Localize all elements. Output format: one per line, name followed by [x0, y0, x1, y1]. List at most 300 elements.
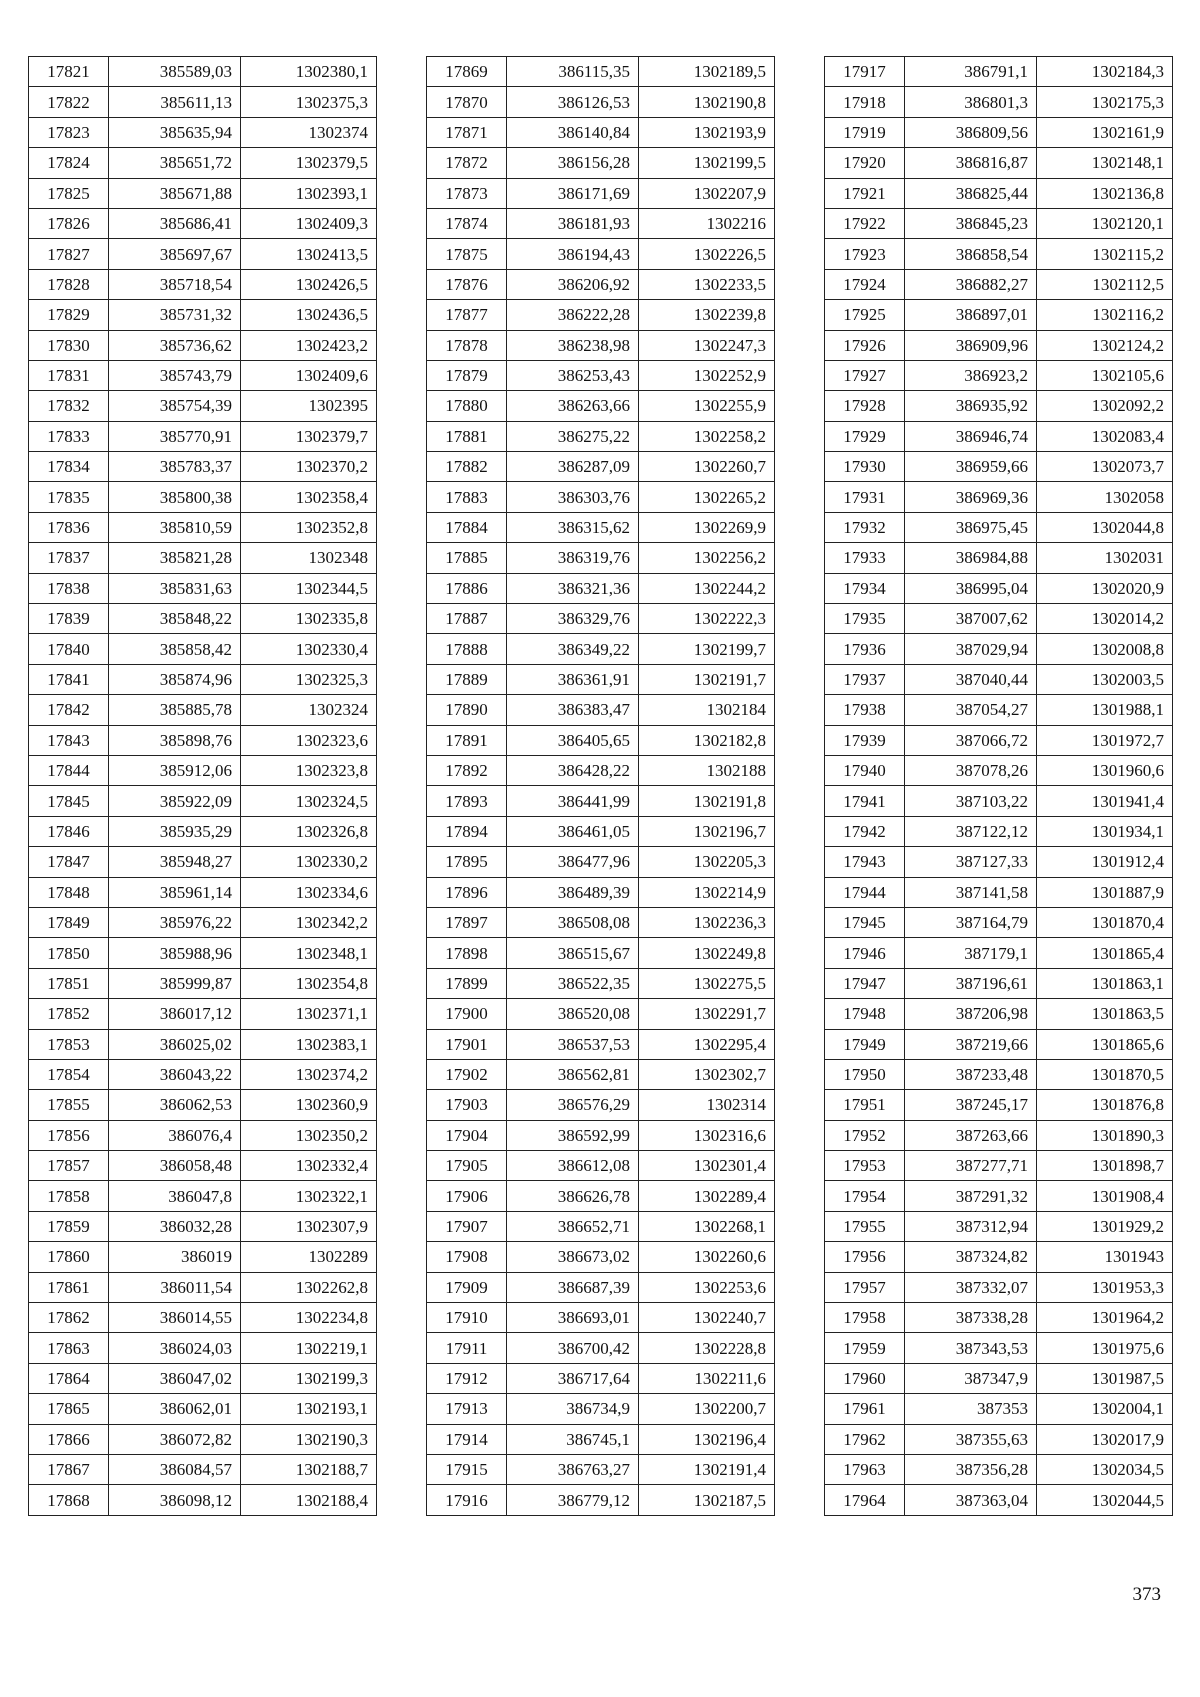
x-coordinate-cell: 387332,07 — [905, 1272, 1037, 1302]
table-row — [427, 1242, 775, 1272]
x-coordinate-cell: 386734,9 — [507, 1394, 639, 1424]
table-row — [825, 604, 1173, 634]
table-row — [825, 391, 1173, 421]
x-coordinate-cell: 386062,53 — [109, 1090, 241, 1120]
table-row — [29, 117, 377, 147]
table-row — [29, 1029, 377, 1059]
table-row — [29, 1272, 377, 1302]
table-row — [825, 1029, 1173, 1059]
x-coordinate-cell: 386263,66 — [507, 391, 639, 421]
x-coordinate-cell: 387363,04 — [905, 1485, 1037, 1515]
point-id-cell: 17910 — [427, 1303, 507, 1333]
point-id-cell: 17867 — [29, 1454, 109, 1484]
table-row — [29, 482, 377, 512]
y-coordinate-cell: 1302316,6 — [639, 1120, 775, 1150]
point-id-cell: 17881 — [427, 421, 507, 451]
x-coordinate-cell: 386508,08 — [507, 907, 639, 937]
table-row — [825, 269, 1173, 299]
table-row — [29, 1363, 377, 1393]
y-coordinate-cell: 1302323,8 — [241, 755, 377, 785]
y-coordinate-cell: 1302020,9 — [1037, 573, 1173, 603]
y-coordinate-cell: 1302233,5 — [639, 269, 775, 299]
table-row — [825, 1394, 1173, 1424]
point-id-cell: 17839 — [29, 604, 109, 634]
table-row — [427, 421, 775, 451]
y-coordinate-cell: 1302003,5 — [1037, 664, 1173, 694]
x-coordinate-cell: 386909,96 — [905, 330, 1037, 360]
point-id-cell: 17866 — [29, 1424, 109, 1454]
y-coordinate-cell: 1302004,1 — [1037, 1394, 1173, 1424]
y-coordinate-cell: 1302031 — [1037, 543, 1173, 573]
point-id-cell: 17941 — [825, 786, 905, 816]
y-coordinate-cell: 1301929,2 — [1037, 1211, 1173, 1241]
x-coordinate-cell: 386562,81 — [507, 1059, 639, 1089]
point-id-cell: 17821 — [29, 57, 109, 87]
table-row — [825, 208, 1173, 238]
y-coordinate-cell: 1302199,5 — [639, 148, 775, 178]
y-coordinate-cell: 1302239,8 — [639, 300, 775, 330]
table-row — [427, 1333, 775, 1363]
point-id-cell: 17950 — [825, 1059, 905, 1089]
y-coordinate-cell: 1301865,4 — [1037, 938, 1173, 968]
point-id-cell: 17858 — [29, 1181, 109, 1211]
y-coordinate-cell: 1302175,3 — [1037, 87, 1173, 117]
y-coordinate-cell: 1302120,1 — [1037, 208, 1173, 238]
point-id-cell: 17954 — [825, 1181, 905, 1211]
x-coordinate-cell: 385754,39 — [109, 391, 241, 421]
x-coordinate-cell: 386156,28 — [507, 148, 639, 178]
y-coordinate-cell: 1302375,3 — [241, 87, 377, 117]
point-id-cell: 17864 — [29, 1363, 109, 1393]
point-id-cell: 17838 — [29, 573, 109, 603]
x-coordinate-cell: 385800,38 — [109, 482, 241, 512]
point-id-cell: 17835 — [29, 482, 109, 512]
x-coordinate-cell: 387078,26 — [905, 755, 1037, 785]
point-id-cell: 17914 — [427, 1424, 507, 1454]
table-row — [825, 239, 1173, 269]
table-row — [825, 1090, 1173, 1120]
table-row — [29, 725, 377, 755]
table-row — [29, 300, 377, 330]
x-coordinate-cell: 386923,2 — [905, 360, 1037, 390]
x-coordinate-cell: 385743,79 — [109, 360, 241, 390]
x-coordinate-cell: 385821,28 — [109, 543, 241, 573]
y-coordinate-cell: 1302073,7 — [1037, 452, 1173, 482]
y-coordinate-cell: 1301912,4 — [1037, 847, 1173, 877]
y-coordinate-cell: 1302199,7 — [639, 634, 775, 664]
table-row — [825, 300, 1173, 330]
x-coordinate-cell: 386126,53 — [507, 87, 639, 117]
table-row — [427, 269, 775, 299]
table-row — [427, 755, 775, 785]
point-id-cell: 17963 — [825, 1454, 905, 1484]
table-row — [825, 360, 1173, 390]
x-coordinate-cell: 386361,91 — [507, 664, 639, 694]
y-coordinate-cell: 1302326,8 — [241, 816, 377, 846]
point-id-cell: 17955 — [825, 1211, 905, 1241]
x-coordinate-cell: 385898,76 — [109, 725, 241, 755]
x-coordinate-cell: 385874,96 — [109, 664, 241, 694]
point-id-cell: 17849 — [29, 907, 109, 937]
point-id-cell: 17904 — [427, 1120, 507, 1150]
x-coordinate-cell: 385697,67 — [109, 239, 241, 269]
x-coordinate-cell: 385948,27 — [109, 847, 241, 877]
y-coordinate-cell: 1302188 — [639, 755, 775, 785]
x-coordinate-cell: 385783,37 — [109, 452, 241, 482]
table-row — [427, 300, 775, 330]
x-coordinate-cell: 387206,98 — [905, 999, 1037, 1029]
x-coordinate-cell: 386194,43 — [507, 239, 639, 269]
y-coordinate-cell: 1302379,5 — [241, 148, 377, 178]
x-coordinate-cell: 385831,63 — [109, 573, 241, 603]
table-row — [427, 725, 775, 755]
table-row — [29, 330, 377, 360]
table-row — [427, 999, 775, 1029]
y-coordinate-cell: 1302350,2 — [241, 1120, 377, 1150]
y-coordinate-cell: 1301890,3 — [1037, 1120, 1173, 1150]
y-coordinate-cell: 1302236,3 — [639, 907, 775, 937]
y-coordinate-cell: 1302189,5 — [639, 57, 775, 87]
y-coordinate-cell: 1302322,1 — [241, 1181, 377, 1211]
table-row — [29, 786, 377, 816]
x-coordinate-cell: 385671,88 — [109, 178, 241, 208]
y-coordinate-cell: 1302330,4 — [241, 634, 377, 664]
point-id-cell: 17912 — [427, 1363, 507, 1393]
x-coordinate-cell: 387233,48 — [905, 1059, 1037, 1089]
point-id-cell: 17841 — [29, 664, 109, 694]
y-coordinate-cell: 1302008,8 — [1037, 634, 1173, 664]
table-row — [29, 1120, 377, 1150]
table-row — [825, 482, 1173, 512]
y-coordinate-cell: 1301887,9 — [1037, 877, 1173, 907]
point-id-cell: 17852 — [29, 999, 109, 1029]
y-coordinate-cell: 1302184 — [639, 695, 775, 725]
point-id-cell: 17949 — [825, 1029, 905, 1059]
point-id-cell: 17892 — [427, 755, 507, 785]
y-coordinate-cell: 1302332,4 — [241, 1151, 377, 1181]
x-coordinate-cell: 386405,65 — [507, 725, 639, 755]
point-id-cell: 17847 — [29, 847, 109, 877]
y-coordinate-cell: 1302253,6 — [639, 1272, 775, 1302]
x-coordinate-cell: 386011,54 — [109, 1272, 241, 1302]
point-id-cell: 17952 — [825, 1120, 905, 1150]
point-id-cell: 17935 — [825, 604, 905, 634]
x-coordinate-cell: 387245,17 — [905, 1090, 1037, 1120]
y-coordinate-cell: 1302358,4 — [241, 482, 377, 512]
y-coordinate-cell: 1301870,5 — [1037, 1059, 1173, 1089]
table-row — [825, 938, 1173, 968]
table-row — [29, 1394, 377, 1424]
table-row — [29, 877, 377, 907]
x-coordinate-cell: 386897,01 — [905, 300, 1037, 330]
x-coordinate-cell: 385858,42 — [109, 634, 241, 664]
y-coordinate-cell: 1302289 — [241, 1242, 377, 1272]
point-id-cell: 17872 — [427, 148, 507, 178]
x-coordinate-cell: 387196,61 — [905, 968, 1037, 998]
x-coordinate-cell: 386115,35 — [507, 57, 639, 87]
table-row — [427, 1090, 775, 1120]
x-coordinate-cell: 386763,27 — [507, 1454, 639, 1484]
x-coordinate-cell: 386520,08 — [507, 999, 639, 1029]
table-row — [427, 1151, 775, 1181]
y-coordinate-cell: 1301964,2 — [1037, 1303, 1173, 1333]
table-row — [29, 360, 377, 390]
table-row — [825, 695, 1173, 725]
table-row — [29, 1424, 377, 1454]
point-id-cell: 17917 — [825, 57, 905, 87]
point-id-cell: 17960 — [825, 1363, 905, 1393]
x-coordinate-cell: 386058,48 — [109, 1151, 241, 1181]
x-coordinate-cell: 386047,8 — [109, 1181, 241, 1211]
table-row — [427, 360, 775, 390]
table-row — [29, 421, 377, 451]
table-row — [825, 57, 1173, 87]
point-id-cell: 17845 — [29, 786, 109, 816]
table-row — [427, 877, 775, 907]
table-row — [427, 330, 775, 360]
point-id-cell: 17922 — [825, 208, 905, 238]
x-coordinate-cell: 386995,04 — [905, 573, 1037, 603]
point-id-cell: 17873 — [427, 178, 507, 208]
table-row — [29, 999, 377, 1029]
x-coordinate-cell: 387066,72 — [905, 725, 1037, 755]
table-row — [427, 208, 775, 238]
table-row — [825, 1242, 1173, 1272]
y-coordinate-cell: 1302379,7 — [241, 421, 377, 451]
y-coordinate-cell: 1301972,7 — [1037, 725, 1173, 755]
point-id-cell: 17909 — [427, 1272, 507, 1302]
x-coordinate-cell: 386816,87 — [905, 148, 1037, 178]
point-id-cell: 17895 — [427, 847, 507, 877]
table-row — [427, 1363, 775, 1393]
point-id-cell: 17861 — [29, 1272, 109, 1302]
table-row — [29, 634, 377, 664]
y-coordinate-cell: 1302196,4 — [639, 1424, 775, 1454]
x-coordinate-cell: 385651,72 — [109, 148, 241, 178]
y-coordinate-cell: 1302044,5 — [1037, 1485, 1173, 1515]
y-coordinate-cell: 1302256,2 — [639, 543, 775, 573]
x-coordinate-cell: 386019 — [109, 1242, 241, 1272]
point-id-cell: 17846 — [29, 816, 109, 846]
point-id-cell: 17943 — [825, 847, 905, 877]
x-coordinate-cell: 387141,58 — [905, 877, 1037, 907]
y-coordinate-cell: 1302092,2 — [1037, 391, 1173, 421]
coordinates-table-3 — [824, 56, 1173, 1516]
x-coordinate-cell: 386825,44 — [905, 178, 1037, 208]
table-row — [825, 1211, 1173, 1241]
table-row — [29, 1151, 377, 1181]
x-coordinate-cell: 385736,62 — [109, 330, 241, 360]
x-coordinate-cell: 387179,1 — [905, 938, 1037, 968]
y-coordinate-cell: 1302275,5 — [639, 968, 775, 998]
y-coordinate-cell: 1302234,8 — [241, 1303, 377, 1333]
y-coordinate-cell: 1302222,3 — [639, 604, 775, 634]
x-coordinate-cell: 385686,41 — [109, 208, 241, 238]
table-row — [825, 1181, 1173, 1211]
point-id-cell: 17958 — [825, 1303, 905, 1333]
y-coordinate-cell: 1302344,5 — [241, 573, 377, 603]
point-id-cell: 17823 — [29, 117, 109, 147]
x-coordinate-cell: 385810,59 — [109, 512, 241, 542]
table-row — [427, 1394, 775, 1424]
point-id-cell: 17834 — [29, 452, 109, 482]
y-coordinate-cell: 1302252,9 — [639, 360, 775, 390]
table-row — [427, 57, 775, 87]
x-coordinate-cell: 386428,22 — [507, 755, 639, 785]
table-row — [427, 148, 775, 178]
table-row — [427, 907, 775, 937]
x-coordinate-cell: 386275,22 — [507, 421, 639, 451]
table-row — [29, 391, 377, 421]
x-coordinate-cell: 387347,9 — [905, 1363, 1037, 1393]
table-row — [427, 1211, 775, 1241]
table-row — [427, 543, 775, 573]
table-row — [825, 87, 1173, 117]
y-coordinate-cell: 1302161,9 — [1037, 117, 1173, 147]
y-coordinate-cell: 1302200,7 — [639, 1394, 775, 1424]
y-coordinate-cell: 1302255,9 — [639, 391, 775, 421]
point-id-cell: 17868 — [29, 1485, 109, 1515]
y-coordinate-cell: 1302393,1 — [241, 178, 377, 208]
table-row — [29, 847, 377, 877]
y-coordinate-cell: 1302193,1 — [241, 1394, 377, 1424]
y-coordinate-cell: 1302260,7 — [639, 452, 775, 482]
table-row — [29, 208, 377, 238]
point-id-cell: 17833 — [29, 421, 109, 451]
table-row — [427, 847, 775, 877]
y-coordinate-cell: 1302188,7 — [241, 1454, 377, 1484]
x-coordinate-cell: 387164,79 — [905, 907, 1037, 937]
table-row — [29, 1485, 377, 1515]
point-id-cell: 17939 — [825, 725, 905, 755]
table-row — [29, 1454, 377, 1484]
y-coordinate-cell: 1301908,4 — [1037, 1181, 1173, 1211]
y-coordinate-cell: 1302240,7 — [639, 1303, 775, 1333]
y-coordinate-cell: 1302371,1 — [241, 999, 377, 1029]
x-coordinate-cell: 387103,22 — [905, 786, 1037, 816]
point-id-cell: 17908 — [427, 1242, 507, 1272]
table-row — [427, 391, 775, 421]
table-row — [825, 1059, 1173, 1089]
point-id-cell: 17853 — [29, 1029, 109, 1059]
table-row — [825, 786, 1173, 816]
x-coordinate-cell: 386303,76 — [507, 482, 639, 512]
table-row — [427, 604, 775, 634]
x-coordinate-cell: 386349,22 — [507, 634, 639, 664]
y-coordinate-cell: 1302395 — [241, 391, 377, 421]
x-coordinate-cell: 386461,05 — [507, 816, 639, 846]
table-row — [29, 1181, 377, 1211]
y-coordinate-cell: 1302187,5 — [639, 1485, 775, 1515]
y-coordinate-cell: 1302115,2 — [1037, 239, 1173, 269]
table-row — [427, 1181, 775, 1211]
table-row — [427, 1029, 775, 1059]
y-coordinate-cell: 1302348 — [241, 543, 377, 573]
x-coordinate-cell: 386477,96 — [507, 847, 639, 877]
y-coordinate-cell: 1302190,3 — [241, 1424, 377, 1454]
table-row — [427, 178, 775, 208]
y-coordinate-cell: 1302268,1 — [639, 1211, 775, 1241]
y-coordinate-cell: 1302360,9 — [241, 1090, 377, 1120]
y-coordinate-cell: 1302014,2 — [1037, 604, 1173, 634]
y-coordinate-cell: 1301934,1 — [1037, 816, 1173, 846]
table-row — [825, 330, 1173, 360]
y-coordinate-cell: 1302334,6 — [241, 877, 377, 907]
point-id-cell: 17869 — [427, 57, 507, 87]
point-id-cell: 17894 — [427, 816, 507, 846]
y-coordinate-cell: 1302291,7 — [639, 999, 775, 1029]
point-id-cell: 17920 — [825, 148, 905, 178]
x-coordinate-cell: 385718,54 — [109, 269, 241, 299]
table-row — [29, 573, 377, 603]
point-id-cell: 17859 — [29, 1211, 109, 1241]
point-id-cell: 17863 — [29, 1333, 109, 1363]
x-coordinate-cell: 385922,09 — [109, 786, 241, 816]
point-id-cell: 17836 — [29, 512, 109, 542]
x-coordinate-cell: 386801,3 — [905, 87, 1037, 117]
y-coordinate-cell: 1302205,3 — [639, 847, 775, 877]
y-coordinate-cell: 1302330,2 — [241, 847, 377, 877]
x-coordinate-cell: 386206,92 — [507, 269, 639, 299]
point-id-cell: 17827 — [29, 239, 109, 269]
point-id-cell: 17925 — [825, 300, 905, 330]
point-id-cell: 17951 — [825, 1090, 905, 1120]
table-row — [427, 786, 775, 816]
x-coordinate-cell: 387343,53 — [905, 1333, 1037, 1363]
table-row — [427, 117, 775, 147]
table-row — [825, 755, 1173, 785]
x-coordinate-cell: 387291,32 — [905, 1181, 1037, 1211]
point-id-cell: 17896 — [427, 877, 507, 907]
y-coordinate-cell: 1302423,2 — [241, 330, 377, 360]
y-coordinate-cell: 1302083,4 — [1037, 421, 1173, 451]
y-coordinate-cell: 1302354,8 — [241, 968, 377, 998]
y-coordinate-cell: 1301975,6 — [1037, 1333, 1173, 1363]
y-coordinate-cell: 1302324,5 — [241, 786, 377, 816]
x-coordinate-cell: 386319,76 — [507, 543, 639, 573]
point-id-cell: 17857 — [29, 1151, 109, 1181]
x-coordinate-cell: 386025,02 — [109, 1029, 241, 1059]
x-coordinate-cell: 387127,33 — [905, 847, 1037, 877]
y-coordinate-cell: 1301876,8 — [1037, 1090, 1173, 1120]
table-row — [825, 178, 1173, 208]
table-row — [427, 1485, 775, 1515]
point-id-cell: 17877 — [427, 300, 507, 330]
table-row — [427, 512, 775, 542]
table-row — [29, 512, 377, 542]
table-row — [825, 725, 1173, 755]
point-id-cell: 17915 — [427, 1454, 507, 1484]
table-row — [29, 907, 377, 937]
x-coordinate-cell: 386592,99 — [507, 1120, 639, 1150]
table-row — [825, 847, 1173, 877]
point-id-cell: 17889 — [427, 664, 507, 694]
table-row — [29, 1333, 377, 1363]
point-id-cell: 17855 — [29, 1090, 109, 1120]
point-id-cell: 17843 — [29, 725, 109, 755]
x-coordinate-cell: 387356,28 — [905, 1454, 1037, 1484]
x-coordinate-cell: 387277,71 — [905, 1151, 1037, 1181]
x-coordinate-cell: 386222,28 — [507, 300, 639, 330]
y-coordinate-cell: 1302228,8 — [639, 1333, 775, 1363]
point-id-cell: 17934 — [825, 573, 905, 603]
point-id-cell: 17907 — [427, 1211, 507, 1241]
point-id-cell: 17900 — [427, 999, 507, 1029]
x-coordinate-cell: 387338,28 — [905, 1303, 1037, 1333]
x-coordinate-cell: 386745,1 — [507, 1424, 639, 1454]
y-coordinate-cell: 1302214,9 — [639, 877, 775, 907]
x-coordinate-cell: 385885,78 — [109, 695, 241, 725]
